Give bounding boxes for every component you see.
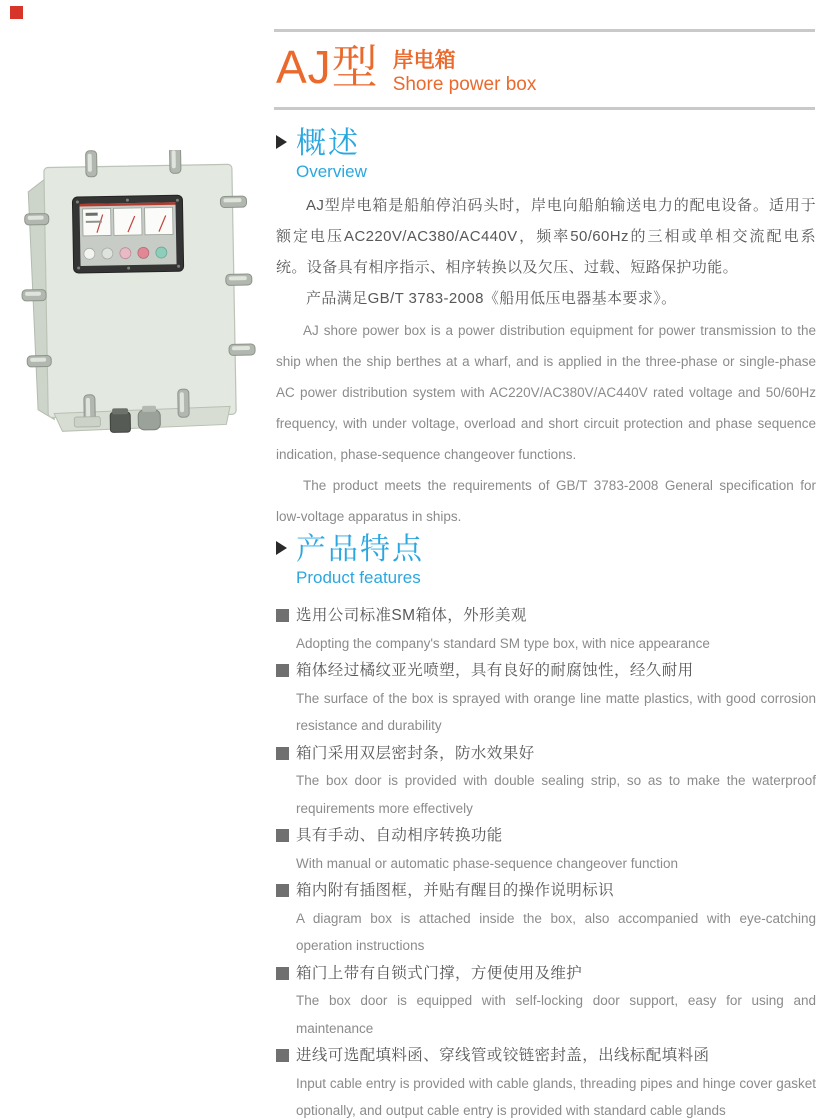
overview-section: [276, 128, 816, 532]
feature-text-cn: 箱体经过橘纹亚光喷塑，具有良好的耐腐蚀性，经久耐用: [276, 657, 816, 685]
overview-heading-en: Overview: [296, 162, 367, 181]
features-heading-en: Product features: [296, 568, 421, 587]
overview-paragraph-en: The product meets the requirements of GB/T 3783-2008 General specification for low-voltage apparatus in ships.: [276, 478, 816, 524]
overview-paragraph-en: AJ shore power box is a power distribution equipment for power transmission to the ship when the ship berthes at a wharf, and is applied in the three-phase or single-phase AC power distribution system with AC220V/AC380V/AC440V rated voltage and 50/60Hz frequency, with under voltage, overload and short circuit protection and phase sequence indication, phase-sequence changeover functions.: [276, 323, 816, 462]
meter-window: [72, 195, 183, 273]
product-name-en: Shore power box: [392, 74, 537, 95]
square-bullet-icon: [276, 664, 289, 677]
feature-item: [276, 960, 816, 1043]
square-bullet-icon: [276, 967, 289, 980]
square-bullet-icon: [276, 609, 289, 622]
overview-paragraph-cn: 产品满足GB/T 3783-2008《船用低压电器基本要求》。: [306, 290, 677, 307]
feature-text-cn: 箱门上带有自锁式门撑，方便使用及维护: [276, 960, 816, 988]
feature-item: [276, 602, 816, 657]
square-bullet-icon: [276, 1049, 289, 1062]
product-subtitle: [393, 49, 537, 98]
feature-text-cn: 进线可选配填料函、穿线管或铰链密封盖，出线标配填料函: [276, 1042, 816, 1070]
feature-text-en: The surface of the box is sprayed with orange line matte plastics, with good corrosion resistance and durability: [296, 690, 816, 733]
feature-text-en: The box door is equipped with self-locking door support, easy for using and maintenance: [296, 993, 816, 1036]
product-name-cn: 岸电箱: [392, 49, 456, 72]
header-bottom-rule: [274, 107, 815, 110]
product-photo: [16, 150, 256, 442]
square-bullet-icon: [276, 747, 289, 760]
features-heading-cn: 产品特点: [296, 533, 424, 566]
square-bullet-icon: [276, 829, 289, 842]
feature-text-cn: 箱门采用双层密封条，防水效果好: [276, 740, 816, 768]
corner-marker: [10, 6, 23, 19]
feature-text-en: A diagram box is attached inside the box, also accompanied with eye-catching operation instructions: [296, 910, 816, 953]
feature-text-en: Adopting the company's standard SM type box, with nice appearance: [296, 635, 710, 651]
square-bullet-icon: [276, 884, 289, 897]
feature-item: [276, 740, 816, 823]
feature-list: [276, 602, 816, 1118]
features-section: [276, 534, 816, 1118]
feature-text-cn: 具有手动、自动相序转换功能: [276, 822, 816, 850]
feature-item: [276, 1042, 816, 1118]
feature-item: [276, 822, 816, 877]
feature-item: [276, 877, 816, 960]
features-heading: [276, 534, 816, 588]
overview-heading-cn: 概述: [296, 127, 360, 160]
page-header: [276, 36, 816, 98]
feature-text-en: Input cable entry is provided with cable glands, threading pipes and hinge cover gasket optionally, and output cable entry is provided with standard cable glands: [296, 1075, 816, 1118]
header-top-rule: [274, 29, 815, 32]
overview-body: [276, 190, 816, 532]
feature-item: [276, 657, 816, 740]
feature-text-cn: 选用公司标准SM箱体，外形美观: [276, 602, 816, 630]
product-model: AJ型: [276, 41, 379, 93]
feature-text-en: With manual or automatic phase-sequence changeover function: [296, 855, 678, 871]
analog-meters: [83, 207, 173, 236]
feature-text-en: The box door is provided with double sealing strip, so as to make the waterproof requirements more effectively: [296, 773, 816, 816]
feature-text-cn: 箱内附有插图框，并贴有醒目的操作说明标识: [276, 877, 816, 905]
section-arrow-icon: [276, 541, 287, 555]
overview-paragraph-cn: AJ型岸电箱是船舶停泊码头时，岸电向船舶输送电力的配电设备。适用于额定电压AC220V/AC380/AC440V，频率50/60Hz的三相或单相交流配电系统。设备具有相序指示、相序转换以及欠压、过载、短路保护功能。: [276, 197, 816, 276]
section-arrow-icon: [276, 135, 287, 149]
overview-heading: [276, 128, 816, 182]
